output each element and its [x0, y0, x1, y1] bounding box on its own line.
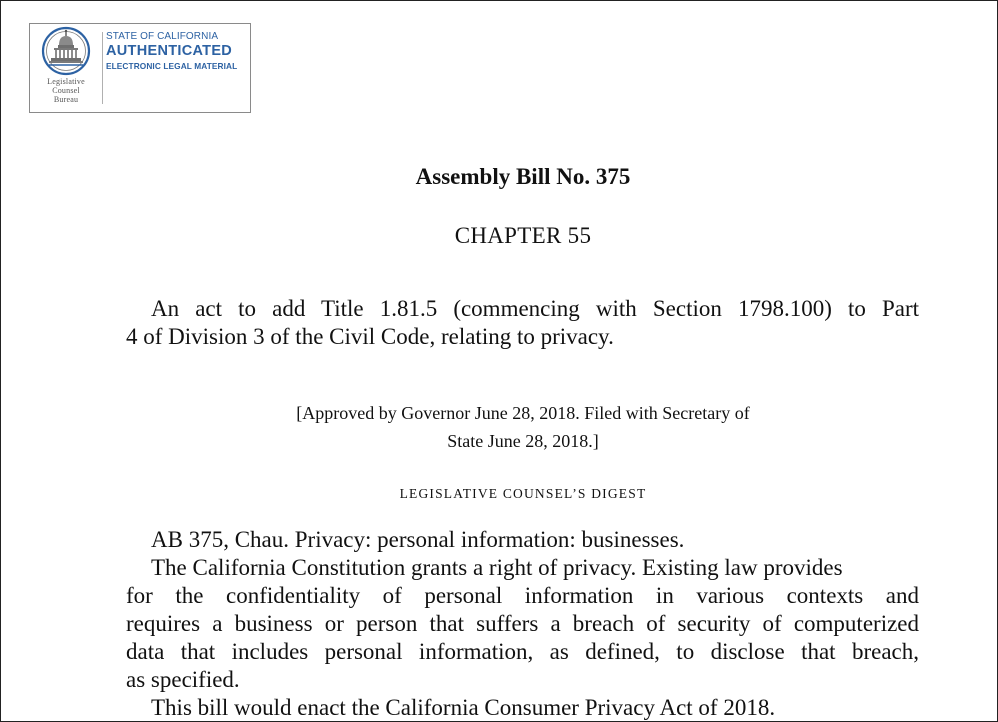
seal-bureau-line: Counsel — [52, 86, 80, 95]
act-description — [126, 295, 919, 351]
digest-line: as specified. — [126, 667, 240, 692]
approval-note — [1, 399, 998, 455]
digest-line: requires a business or person that suffers a breach of security of computerized — [126, 611, 919, 636]
approval-line: [Approved by Governor June 28, 2018. Filed with Secretary of — [296, 403, 750, 423]
chapter-heading: CHAPTER 55 — [454, 223, 592, 248]
authentication-seal — [29, 23, 251, 113]
seal-authenticated-label: AUTHENTICATED — [106, 43, 233, 59]
seal-emblem — [30, 24, 102, 112]
act-line: An act to add Title 1.81.5 (commencing with Section 1798.100) to Part — [151, 296, 919, 321]
act-line: 4 of Division 3 of the Civil Code, relating to privacy. — [126, 324, 614, 349]
digest-line: data that includes personal information, as defined, to disclose that breach, — [126, 639, 919, 664]
approval-line: State June 28, 2018.] — [447, 431, 599, 451]
digest-heading: LEGISLATIVE COUNSEL’S DIGEST — [399, 486, 647, 501]
seal-text — [106, 30, 248, 72]
seal-bureau-line: Legislative — [47, 77, 85, 86]
digest-line: This bill would enact the California Consumer Privacy Act of 2018. — [151, 695, 776, 720]
seal-bureau-line: Bureau — [53, 95, 79, 104]
seal-elm-label: ELECTRONIC LEGAL MATERIAL — [106, 61, 238, 71]
digest-line: The California Constitution grants a right of privacy. Existing law provides — [151, 555, 843, 580]
digest-line: AB 375, Chau. Privacy: personal information: businesses. — [151, 527, 685, 552]
capitol-dome-icon — [40, 26, 92, 76]
digest-line: for the confidentiality of personal information in various contexts and — [126, 583, 919, 608]
digest-body — [126, 526, 919, 722]
seal-bureau-text — [30, 77, 102, 104]
bill-title: Assembly Bill No. 375 — [415, 164, 631, 189]
seal-state-label: STATE OF CALIFORNIA — [106, 31, 219, 42]
seal-divider — [102, 32, 103, 104]
